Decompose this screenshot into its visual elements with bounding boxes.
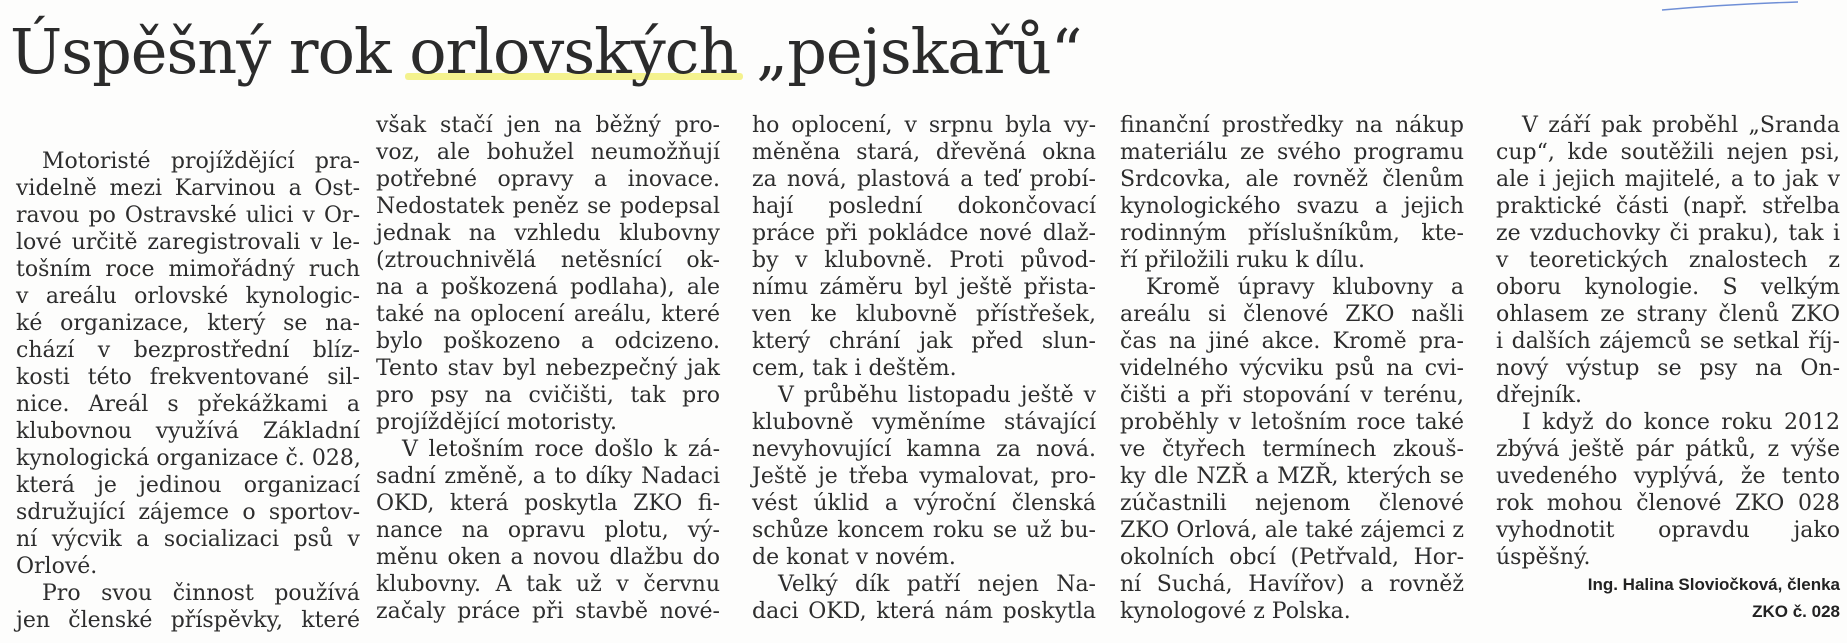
text-line: de konat v novém.: [752, 545, 956, 570]
text-line: kynologové z Polska.: [1120, 599, 1351, 624]
text-line: proběhly v letošním roce také: [1120, 410, 1464, 435]
text-line: ZKO Orlová, ale také zájemci z: [1120, 518, 1464, 543]
text-line: čas na jiné akce. Kromě pra-: [1120, 329, 1464, 354]
text-line: ky dle NZŘ a MZŘ, kterých se: [1120, 464, 1464, 489]
text-line: ří přiložili ruku k dílu.: [1120, 248, 1365, 273]
text-line: oboru kynologie. S velkým: [1496, 275, 1840, 300]
text-line: by v klubovně. Proti původ-: [752, 248, 1096, 273]
text-line: praktické části (např. střelba: [1496, 194, 1840, 219]
text-line: měnu oken a novou dlažbu do: [376, 545, 720, 570]
text-line: vést úklid a výroční členská: [752, 491, 1096, 516]
text-line: nice. Areál s překážkami a: [16, 392, 360, 417]
text-line: měněna stará, dřevěná okna: [752, 140, 1096, 165]
article-column-4: [1120, 112, 1464, 625]
text-line: ho oplocení, v srpnu byla vy-: [752, 113, 1096, 138]
text-line: I když do konce roku 2012: [1522, 410, 1840, 435]
article-column-5: [1496, 112, 1840, 625]
text-line: cup“, kde soutěžili nejen psi,: [1496, 140, 1840, 165]
text-line: nový výstup se psy na On-: [1496, 356, 1840, 381]
text-line: chází v bezprostřední blíz-: [16, 338, 360, 363]
text-line: nance na opravu plotu, vý-: [376, 518, 720, 543]
text-line: vyhodnotit opravdu jako: [1496, 518, 1840, 543]
text-line: uvedeného vyplývá, že tento: [1496, 464, 1840, 489]
text-line: jen členské příspěvky, které: [16, 608, 360, 633]
text-line: cem, tak i deštěm.: [752, 356, 957, 381]
text-line: Srdcovka, ale rovněž členům: [1120, 167, 1464, 192]
text-line: který chrání jak před slun-: [752, 329, 1096, 354]
text-line: rodinným příslušníkům, kte-: [1120, 221, 1464, 246]
text-line: Ještě je třeba vymalovat, pro-: [752, 464, 1096, 489]
text-line: okolních obcí (Petřvald, Hor-: [1120, 545, 1464, 570]
text-line: videlného výcviku psů na cvi-: [1120, 356, 1464, 381]
text-line: Pro svou činnost používá: [42, 581, 360, 606]
text-line: jednak na vzhledu klubovny: [376, 221, 720, 246]
text-line: na a poškozená podlaha), ale: [376, 275, 720, 300]
text-line: úspěšný.: [1496, 545, 1591, 570]
text-line: ké organizace, který se na-: [16, 311, 360, 336]
text-line: kosti této frekventované sil-: [16, 365, 360, 390]
text-line: projíždějící motoristy.: [376, 410, 617, 435]
text-line: finanční prostředky na nákup: [1120, 113, 1464, 138]
text-line: schůze koncem roku se už bu-: [752, 518, 1096, 543]
text-line: ní výcvik a socializaci psů v: [16, 527, 360, 552]
headline-part-1: Úspěšný rok: [10, 15, 410, 88]
text-line: Velký dík patří nejen Na-: [778, 572, 1096, 597]
text-line: nevyhovující kamna za nová.: [752, 437, 1096, 462]
text-line: nímu záměru byl ještě přista-: [752, 275, 1096, 300]
text-line: potřebné opravy a inovace.: [376, 167, 720, 192]
text-line: sdružující zájemce o sportov-: [16, 500, 360, 525]
text-line: dřejník.: [1496, 383, 1582, 408]
text-line: práce při pokládce nové dlaž-: [752, 221, 1096, 246]
text-line: zbývá ještě pár pátků, z výše: [1496, 437, 1840, 462]
text-line: V září pak proběhl „Sranda: [1522, 113, 1840, 138]
text-line: Tento stav byl nebezpečný jak: [376, 356, 720, 381]
text-line: klubovně vyměníme stávající: [752, 410, 1096, 435]
text-line: videlně mezi Karvinou a Ost-: [16, 176, 360, 201]
text-line: materiálu ze svého programu: [1120, 140, 1464, 165]
text-line: kynologického svazu a jejich: [1120, 194, 1464, 219]
text-line: klubovny. A tak už v červnu: [376, 572, 720, 597]
article-column-3: [752, 112, 1096, 625]
text-line: v areálu orlovské kynologic-: [16, 284, 360, 309]
text-line: rok mohou členové ZKO 028: [1496, 491, 1840, 516]
text-line: hají poslední dokončovací: [752, 194, 1096, 219]
text-line: v teoretických znalostech z: [1496, 248, 1840, 273]
text-line: ravou po Ostravské ulici v Or-: [16, 203, 360, 228]
text-line: Kromě úpravy klubovny a: [1146, 275, 1464, 300]
article-headline: [10, 8, 1081, 96]
text-line: ven ke klubovně přístřešek,: [752, 302, 1096, 327]
pen-mark-decoration: [1660, 0, 1800, 12]
text-line: Nedostatek peněz se podepsal: [376, 194, 720, 219]
text-line: za nová, plastová a teď probí-: [752, 167, 1096, 192]
text-line: (ztrouchnivělá netěsnící ok-: [376, 248, 720, 273]
text-line: Orlové.: [16, 554, 98, 579]
text-line: Motoristé projíždějící pra-: [42, 149, 360, 174]
text-line: bylo poškozeno a odcizeno.: [376, 329, 720, 354]
text-line: OKD, která poskytla ZKO fi-: [376, 491, 720, 516]
article-column-2: [376, 112, 720, 625]
author-signature-line-2: ZKO č. 028: [1752, 602, 1840, 621]
text-line: ohlasem ze strany členů ZKO: [1496, 302, 1840, 327]
article-column-1: [16, 148, 360, 634]
text-line: pro psy na cvičišti, tak pro: [376, 383, 720, 408]
text-line: zúčastnili nejenom členové: [1120, 491, 1464, 516]
text-line: čišti a při stopování v terénu,: [1120, 383, 1464, 408]
text-line: areálu si členové ZKO našli: [1120, 302, 1464, 327]
text-line: kynologická organizace č. 028,: [16, 446, 361, 471]
text-line: ní Suchá, Havířov) a rovněž: [1120, 572, 1464, 597]
text-line: voz, ale bohužel neumožňují: [376, 140, 720, 165]
text-line: tošním roce mimořádný ruch: [16, 257, 360, 282]
text-line: ze vzduchovky či praku), tak i: [1496, 221, 1840, 246]
text-line: ale i jejich majitelé, a to jak v: [1496, 167, 1840, 192]
headline-part-2: „pejskařů“: [737, 15, 1082, 88]
text-line: také na oplocení areálu, které: [376, 302, 720, 327]
text-line: začaly práce při stavbě nové-: [376, 599, 720, 624]
headline-highlighted-word: orlovských: [409, 15, 738, 88]
text-line: však stačí jen na běžný pro-: [376, 113, 720, 138]
text-line: daci OKD, která nám poskytla: [752, 599, 1096, 624]
text-line: lové určitě zaregistrovali v le-: [16, 230, 360, 255]
text-line: sadní změně, a to díky Nadaci: [376, 464, 720, 489]
text-line: V letošním roce došlo k zá-: [402, 437, 720, 462]
author-signature-line-1: Ing. Halina Sloviočková, členka: [1587, 575, 1840, 594]
text-line: i dalších zájemců se setkal říj-: [1496, 329, 1840, 354]
text-line: ve čtyřech termínech zkouš-: [1120, 437, 1464, 462]
text-line: klubovnou využívá Základní: [16, 419, 360, 444]
text-line: V průběhu listopadu ještě v: [778, 383, 1096, 408]
text-line: která je jedinou organizací: [16, 473, 360, 498]
